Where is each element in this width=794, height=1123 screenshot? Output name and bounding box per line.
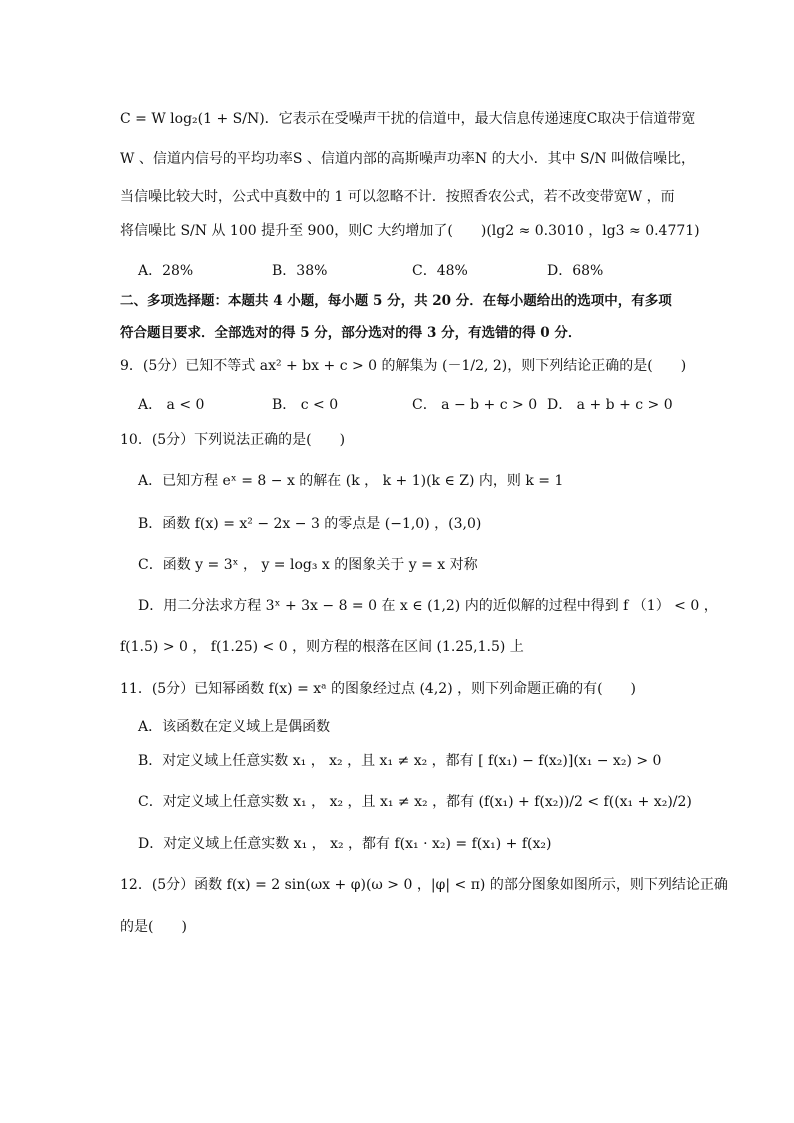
q8-option-a: A．28%: [138, 263, 194, 279]
q11-stem: 11．(5分）已知幂函数 f(x) = xᵃ 的图象经过点 (4,2) ，则下列命题正确的有( ): [120, 681, 637, 697]
q8-options: [138, 262, 698, 280]
q11-option-c: C．对定义域上任意实数 x₁ ， x₂ ，且 x₁ ≠ x₂ ，都有 (f(x₁) + f(x₂))/2 < f((x₁ + x₂)/2): [138, 794, 692, 810]
q9-option-a: A． a < 0: [138, 397, 205, 413]
q10-option-b: B．函数 f(x) = x² − 2x − 3 的零点是 (−1,0) ，(3,0): [138, 516, 482, 532]
q9-option-c: C． a − b + c > 0: [412, 397, 538, 413]
section2-heading-line-1: 二、多项选择题：本题共 4 小题，每小题 5 分，共 20 分．在每小题给出的选项中，有多项: [120, 293, 672, 309]
q10-stem: 10．(5分）下列说法正确的是( ): [120, 432, 346, 448]
q8-option-b: B．38%: [272, 263, 328, 279]
q9-stem: 9．(5分）已知不等式 ax² + bx + c > 0 的解集为 (－1/2, 2)，则下列结论正确的是( ): [120, 358, 687, 374]
intro-line-2: W 、信道内信号的平均功率S 、信道内部的高斯噪声功率N 的大小．其中 S/N 叫做信噪比，: [120, 151, 696, 167]
q10-option-a: A．已知方程 eˣ = 8 − x 的解在 (k ， k + 1)(k ∈ Z) 内，则 k = 1: [138, 473, 564, 489]
q11-option-d: D．对定义域上任意实数 x₁ ， x₂ ，都有 f(x₁ · x₂) = f(x₁) + f(x₂): [138, 836, 552, 852]
intro-line-1: C = W log₂(1 + S/N)．它表示在受噪声干扰的信道中，最大信息传递速度C取决于信道带宽: [120, 111, 696, 127]
intro-line-3: 当信噪比较大时，公式中真数中的 1 可以忽略不计．按照香农公式，若不改变带宽W ，而: [120, 189, 675, 205]
q8-option-c: C．48%: [412, 263, 468, 279]
section2-heading-line-2: 符合题目要求．全部选对的得 5 分，部分选对的得 3 分，有选错的得 0 分．: [120, 325, 582, 341]
q11-option-b: B．对定义域上任意实数 x₁ ， x₂ ，且 x₁ ≠ x₂ ，都有 [ f(x₁) − f(x₂)](x₁ − x₂) > 0: [138, 753, 662, 769]
q9-option-d: D． a + b + c > 0: [547, 397, 673, 413]
q10-option-d-line-1: D．用二分法求方程 3ˣ + 3x − 8 = 0 在 x ∈ (1,2) 内的近似解的过程中得到 f （1） < 0 ，: [138, 598, 718, 614]
q10-option-c: C．函数 y = 3ˣ ， y = log₃ x 的图象关于 y = x 对称: [138, 557, 478, 573]
q10-option-d-line-2: f(1.5) > 0 ， f(1.25) < 0 ，则方程的根落在区间 (1.25,1.5) 上: [120, 639, 524, 655]
q12-stem-line-2: 的是( ): [120, 919, 187, 935]
q8-option-d: D．68%: [547, 263, 604, 279]
q9-options: [138, 396, 698, 414]
q12-stem-line-1: 12．(5分）函数 f(x) = 2 sin(ωx + φ)(ω > 0 ，|φ| < π) 的部分图象如图所示，则下列结论正确: [120, 877, 728, 893]
q11-option-a: A．该函数在定义域上是偶函数: [138, 719, 331, 735]
q9-option-b: B． c < 0: [272, 397, 339, 413]
intro-line-4: 将信噪比 S/N 从 100 提升至 900，则C 大约增加了( )(lg2 ≈ 0.3010 ，lg3 ≈ 0.4771): [120, 223, 700, 239]
